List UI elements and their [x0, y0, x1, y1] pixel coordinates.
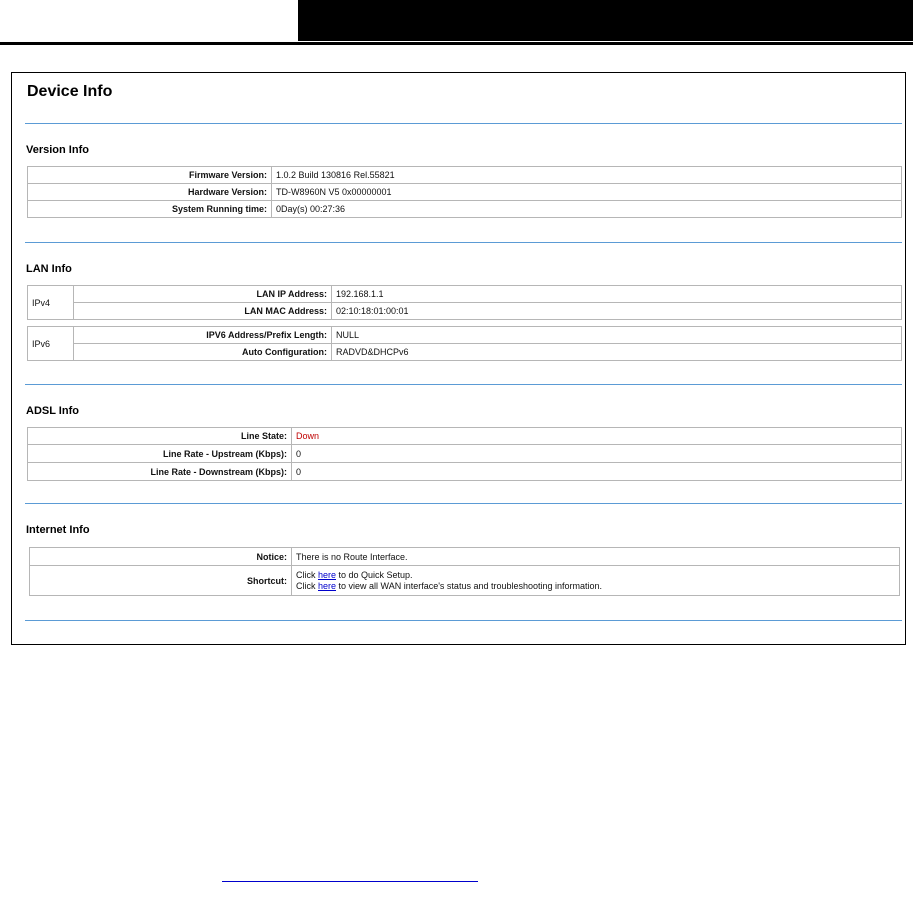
shortcut-label: Shortcut:	[30, 566, 292, 596]
table-row	[30, 566, 900, 596]
upstream-rate-label: Line Rate - Upstream (Kbps):	[28, 445, 292, 463]
lan-ip-value: 192.168.1.1	[332, 286, 902, 303]
upstream-rate-value: 0	[292, 445, 902, 463]
table-row	[28, 428, 902, 445]
lan-mac-value: 02:10:18:01:00:01	[332, 303, 902, 320]
hardware-version-value: TD-W8960N V5 0x00000001	[272, 184, 902, 201]
header-banner	[298, 0, 913, 41]
shortcut-text: to view all WAN interface's status and troubleshooting information.	[336, 580, 603, 591]
section-title-version-info: Version Info	[26, 144, 89, 156]
lan-ip-label: LAN IP Address:	[74, 286, 332, 303]
table-row	[28, 445, 902, 463]
ipv6-prefix-value: NULL	[332, 327, 902, 344]
section-title-lan-info: LAN Info	[26, 263, 72, 275]
lan-mac-label: LAN MAC Address:	[74, 303, 332, 320]
separator	[25, 242, 902, 243]
shortcut-text: Click	[296, 580, 318, 591]
separator	[25, 384, 902, 385]
auto-config-label: Auto Configuration:	[74, 344, 332, 361]
section-title-adsl-info: ADSL Info	[26, 405, 79, 417]
internet-info-table	[29, 547, 900, 596]
table-row	[28, 184, 902, 201]
shortcut-line-quick-setup	[296, 570, 895, 581]
shortcut-value	[292, 566, 900, 596]
table-row	[28, 167, 902, 184]
table-row	[28, 201, 902, 218]
version-info-table	[27, 166, 902, 218]
shortcut-text: Click	[296, 569, 318, 580]
section-title-internet-info: Internet Info	[26, 524, 90, 536]
footer-link-underline[interactable]	[222, 881, 478, 882]
ipv4-group-label: IPv4	[28, 286, 74, 320]
notice-label: Notice:	[30, 548, 292, 566]
page-title: Device Info	[27, 83, 113, 100]
table-row	[28, 463, 902, 481]
table-row	[30, 548, 900, 566]
running-time-label: System Running time:	[28, 201, 272, 218]
table-row	[28, 303, 902, 320]
shortcut-line-wan-status	[296, 581, 895, 592]
line-state-value: Down	[292, 428, 902, 445]
notice-value: There is no Route Interface.	[292, 548, 900, 566]
lan-ipv6-table	[27, 326, 902, 361]
quick-setup-link[interactable]: here	[318, 569, 337, 580]
device-info-panel	[11, 72, 906, 645]
line-state-label: Line State:	[28, 428, 292, 445]
table-row	[28, 286, 902, 303]
ipv6-prefix-label: IPV6 Address/Prefix Length:	[74, 327, 332, 344]
running-time-value: 0Day(s) 00:27:36	[272, 201, 902, 218]
auto-config-value: RADVD&DHCPv6	[332, 344, 902, 361]
separator	[25, 620, 902, 621]
firmware-version-value: 1.0.2 Build 130816 Rel.55821	[272, 167, 902, 184]
firmware-version-label: Firmware Version:	[28, 167, 272, 184]
lan-ipv4-table	[27, 285, 902, 320]
separator	[25, 123, 902, 124]
adsl-info-table	[27, 427, 902, 481]
hardware-version-label: Hardware Version:	[28, 184, 272, 201]
table-row	[28, 327, 902, 344]
wan-status-link[interactable]: here	[318, 580, 337, 591]
downstream-rate-label: Line Rate - Downstream (Kbps):	[28, 463, 292, 481]
ipv6-group-label: IPv6	[28, 327, 74, 361]
header-rule	[0, 42, 913, 45]
shortcut-text: to do Quick Setup.	[336, 569, 413, 580]
separator	[25, 503, 902, 504]
table-row	[28, 344, 902, 361]
downstream-rate-value: 0	[292, 463, 902, 481]
